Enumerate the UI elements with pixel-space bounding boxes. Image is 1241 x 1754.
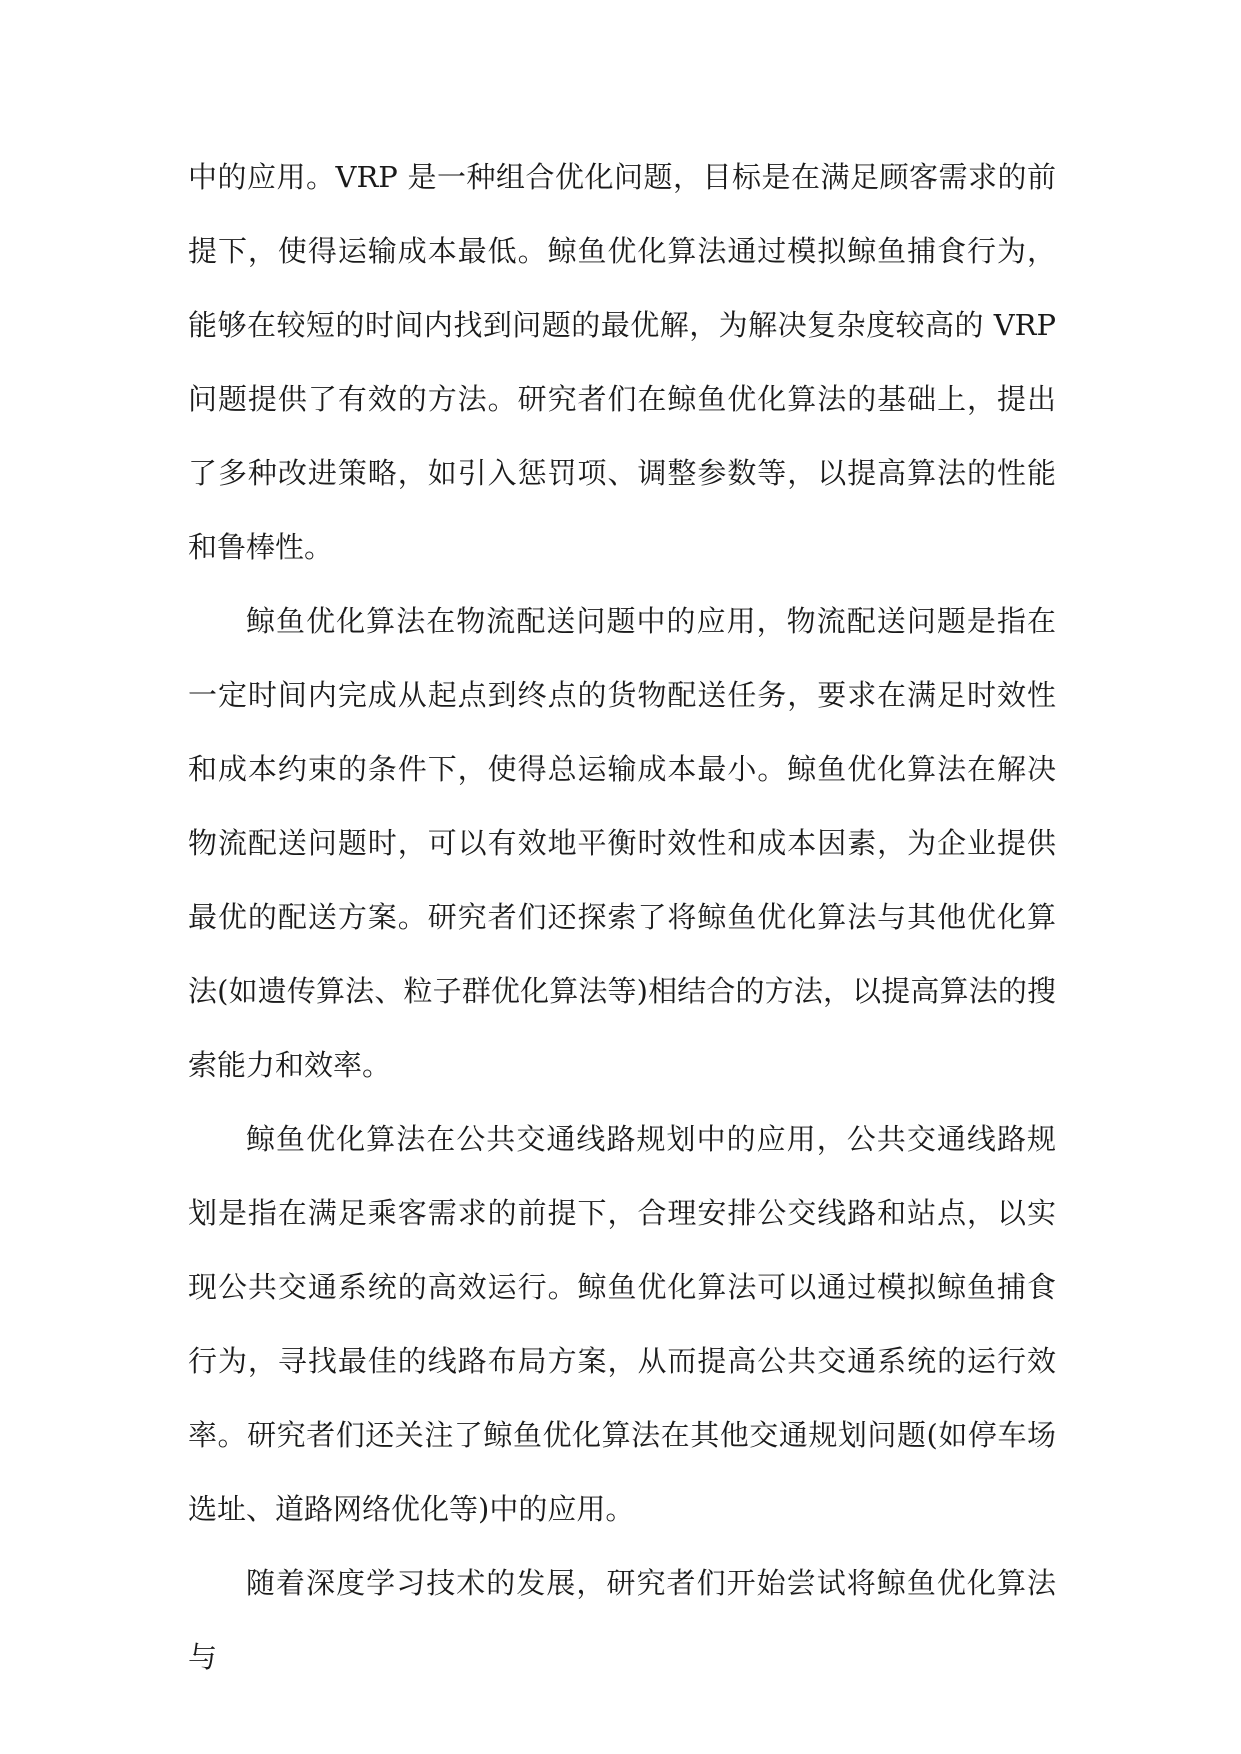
paragraph-2: 鲸鱼优化算法在物流配送问题中的应用，物流配送问题是指在一定时间内完成从起点到终点的货物配送任务，要求在满足时效性和成本约束的条件下，使得总运输成本最小。鲸鱼优化算法在解决物流配送问题时，可以有效地平衡时效性和成本因素，为企业提供最优的配送方案。研究者们还探索了将鲸鱼优化算法与其他优化算法(如遗传算法、粒子群优化算法等)相结合的方法，以提高算法的搜索能力和效率。 [188,604,1056,1082]
paragraph-4: 随着深度学习技术的发展，研究者们开始尝试将鲸鱼优化算法与 [188,1566,1056,1674]
paragraph-1: 中的应用。VRP 是一种组合优化问题，目标是在满足顾客需求的前提下，使得运输成本最低。鲸鱼优化算法通过模拟鲸鱼捕食行为，能够在较短的时间内找到问题的最优解，为解决复杂度较高的 VRP 问题提供了有效的方法。研究者们在鲸鱼优化算法的基础上，提出了多种改进策略，如引入惩罚项、调整参数等，以提高算法的性能和鲁棒性。 [188,160,1056,564]
paragraph-3: 鲸鱼优化算法在公共交通线路规划中的应用，公共交通线路规划是指在满足乘客需求的前提下，合理安排公交线路和站点，以实现公共交通系统的高效运行。鲸鱼优化算法可以通过模拟鲸鱼捕食行为，寻找最佳的线路布局方案，从而提高公共交通系统的运行效率。研究者们还关注了鲸鱼优化算法在其他交通规划问题(如停车场选址、道路网络优化等)中的应用。 [188,1122,1056,1526]
body-text [188,140,1056,1694]
